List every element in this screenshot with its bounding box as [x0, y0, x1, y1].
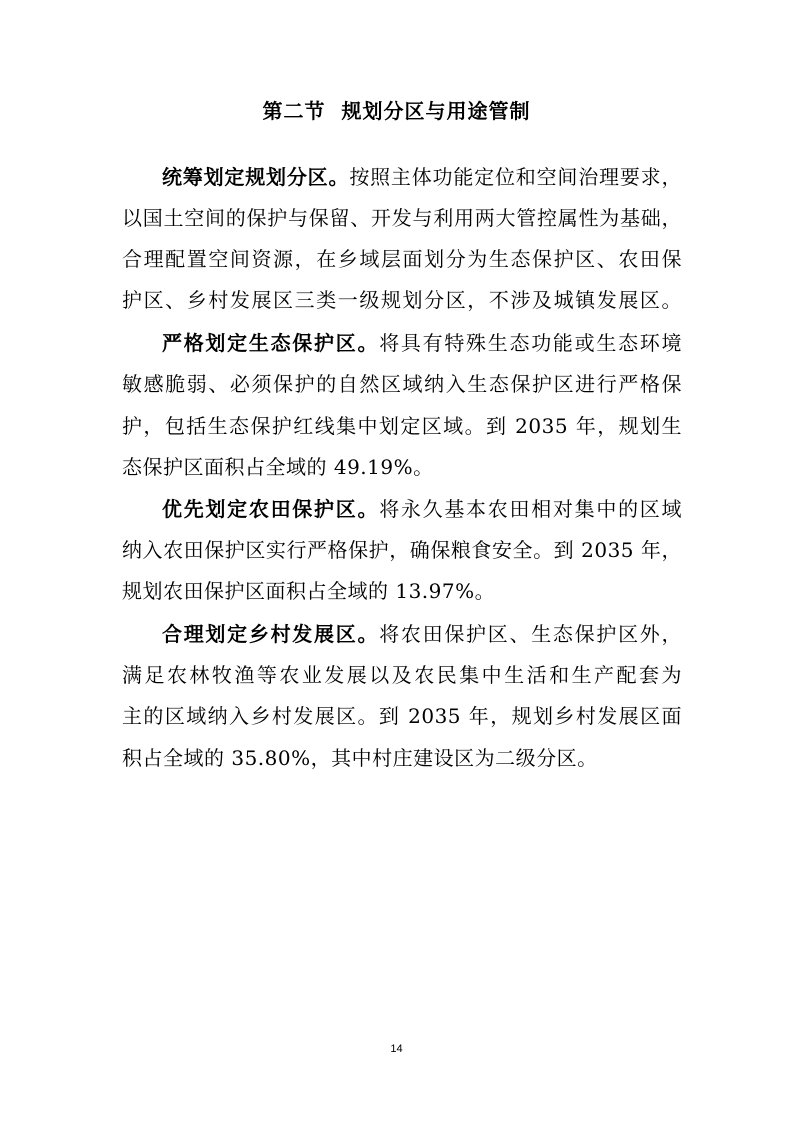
paragraph-4-lead: 合理划定乡村发展区。 — [162, 622, 380, 646]
paragraph-3-line-3: 规划农田保护区面积占全域的 13.97%。 — [122, 579, 496, 603]
paragraph-2-line-4: 态保护区面积占全域的 49.19%。 — [122, 455, 434, 479]
paragraph-3-lead: 优先划定农田保护区。 — [162, 497, 380, 521]
paragraph-4-text: 将农田保护区、生态保护区外， — [379, 622, 683, 646]
paragraph-4-line-4: 积占全域的 35.80%，其中村庄建设区为二级分区。 — [122, 746, 598, 770]
paragraph-1-line-1 — [162, 162, 682, 192]
paragraph-3-text: 将永久基本农田相对集中的区域 — [379, 497, 683, 521]
paragraph-1-lead: 统筹划定规划分区。 — [162, 165, 350, 189]
paragraph-4-line-3: 主的区域纳入乡村发展区。到 2035 年，规划乡村发展区面 — [122, 704, 682, 728]
paragraph-4-line-1 — [162, 619, 682, 649]
paragraph-2-line-2: 敏感脆弱、必须保护的自然区域纳入生态保护区进行严格保 — [122, 372, 682, 396]
page-number: 14 — [390, 1043, 403, 1055]
section-title: 第二节 规划分区与用途管制 — [262, 99, 531, 123]
paragraph-1-text: 按照主体功能定位和空间治理要求， — [349, 165, 682, 189]
paragraph-4-line-2: 满足农林牧渔等农业发展以及农民集中生活和生产配套为 — [122, 663, 682, 687]
paragraph-1-line-2: 以国土空间的保护与保留、开发与利用两大管控属性为基础， — [122, 206, 682, 230]
paragraph-3-line-2: 纳入农田保护区实行严格保护，确保粮食安全。到 2035 年， — [122, 538, 682, 562]
paragraph-2-lead: 严格划定生态保护区。 — [162, 331, 380, 355]
paragraph-1-line-4: 护区、乡村发展区三类一级规划分区，不涉及城镇发展区。 — [122, 288, 682, 312]
paragraph-2-line-1 — [162, 328, 682, 358]
paragraph-2-text: 将具有特殊生态功能或生态环境 — [379, 331, 683, 355]
paragraph-2-line-3: 护，包括生态保护红线集中划定区域。到 2035 年，规划生 — [122, 414, 682, 438]
paragraph-3-line-1 — [162, 494, 682, 524]
paragraph-1-line-3: 合理配置空间资源，在乡域层面划分为生态保护区、农田保 — [122, 247, 682, 271]
